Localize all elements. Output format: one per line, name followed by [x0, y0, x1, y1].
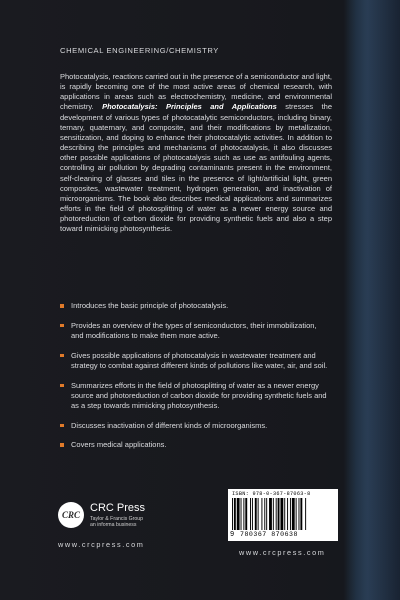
list-item: Gives possible applications of photocatalysis in wastewater treatment and strategy to combat against different kinds of pollutions like water, air, and soil. — [60, 351, 328, 371]
publisher-website: www.crcpress.com — [58, 540, 145, 549]
list-item: Discusses inactivation of different kinds of microorganisms. — [60, 421, 328, 431]
spine-edge — [343, 0, 400, 600]
bullet-square-icon — [60, 324, 64, 328]
bullet-square-icon — [60, 384, 64, 388]
bullet-square-icon — [60, 443, 64, 447]
barcode — [228, 489, 338, 541]
list-item: Covers medical applications. — [60, 440, 328, 450]
feature-list — [60, 301, 328, 460]
bottom-website: www.crcpress.com — [239, 548, 326, 557]
list-item: Summarizes efforts in the field of photosplitting of water as a newer energy source and photoreduction of carbon dioxide for providing synthetic fuels and as a step towards mimicking photosynthesis. — [60, 381, 328, 412]
description-rest: stresses the development of various types of photocatalytic semiconductors, including binary, ternary, quaternary, and composite, and their modifications by metallization, sensitization, and doping to enhance their photocatalytic activities. In addition to describing the principles and mechanisms of photocatalysis, it also discusses other possible applications of photocatalysis such as use as antifouling agents, controlling air pollution by degrading contaminants present in the environment, self-cleaning of glasses and tiles in the presence of light/artificial light, green composites, wastewater treatment, hydrogen generation, and inactivation of microorganisms. The book also describes medical applications and summarizes efforts in the field of photosplitting of water as a newer energy source and photoreduction of carbon dioxide for providing synthetic fuels and also a step toward mimicking photosynthesis. — [60, 102, 332, 234]
subject-category: CHEMICAL ENGINEERING/CHEMISTRY — [60, 46, 219, 55]
barcode-digits: 780367 870638 — [240, 531, 298, 538]
publisher-name: CRC Press — [90, 502, 146, 514]
barcode-lead-digit: 9 — [230, 531, 235, 539]
bullet-square-icon — [60, 304, 64, 308]
description-paragraph — [60, 72, 332, 235]
description-intro: Photocatalysis, reactions carried out in the presence of a semiconductor and light, is rapidly becoming one of the most active areas of chemical research, with applications in areas such as electrochemistry, medicine, and environmental chemistry. — [60, 72, 332, 112]
isbn-label: ISBN: 978-0-367-87063-8 — [232, 491, 311, 497]
barcode-bars — [232, 498, 334, 530]
list-item: Provides an overview of the types of semiconductors, their immobilization, and modifications to make them more active. — [60, 321, 328, 341]
list-item: Introduces the basic principle of photocatalysis. — [60, 301, 328, 311]
publisher-group: Taylor & Francis Group an informa business — [90, 516, 144, 529]
crc-logo-icon: CRC — [58, 502, 84, 528]
bullet-square-icon — [60, 354, 64, 358]
book-title: Photocatalysis: Principles and Applications — [102, 102, 277, 112]
bullet-square-icon — [60, 424, 64, 428]
